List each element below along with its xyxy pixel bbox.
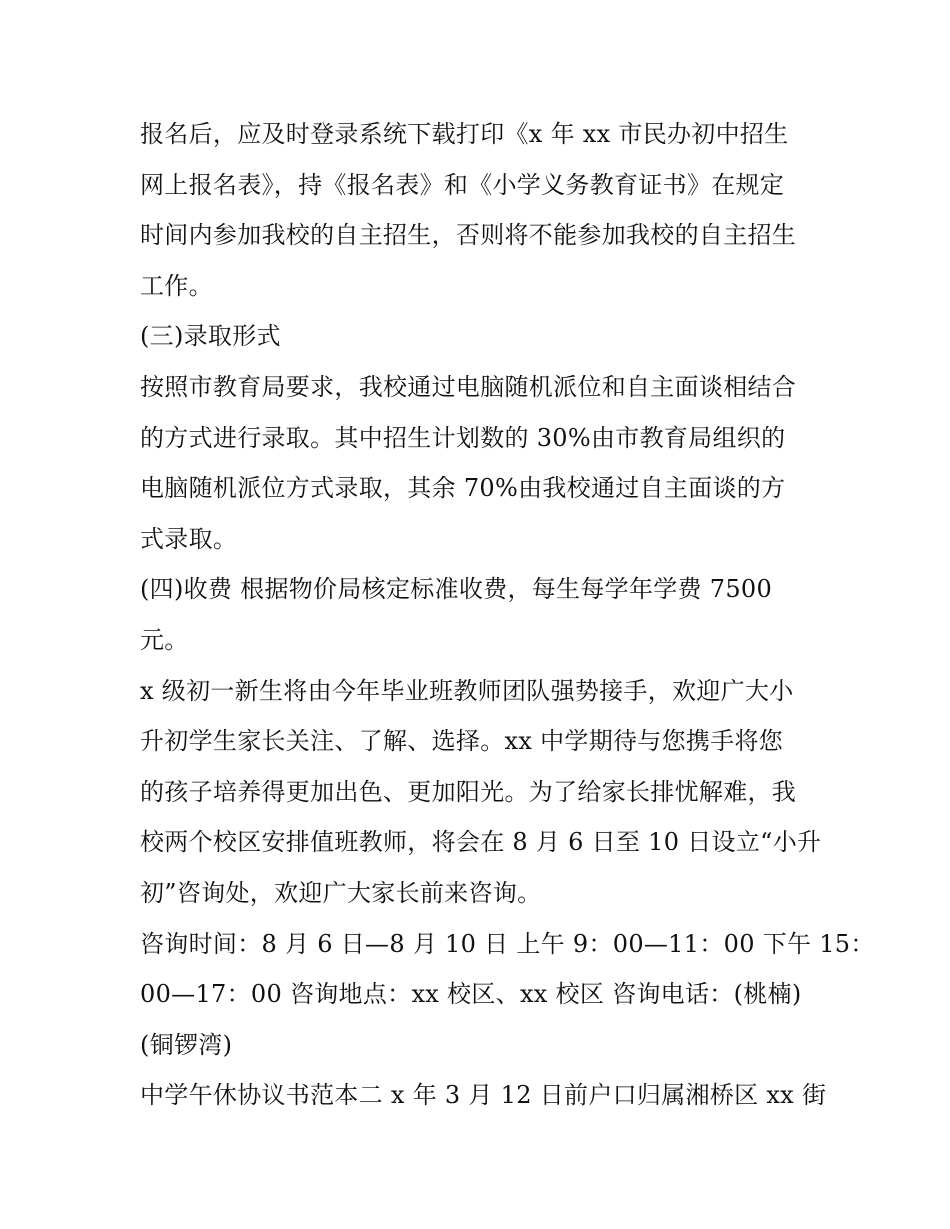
text-line: 中学午休协议书范本二 x 年 3 月 12 日前户口归属湘桥区 xx 街 xyxy=(140,1081,827,1110)
text-line: x 级初一新生将由今年毕业班教师团队强势接手，欢迎广大小 xyxy=(140,676,794,705)
text-line: 式录取。 xyxy=(140,524,238,553)
text-line: (铜锣湾) xyxy=(140,1030,233,1059)
text-line: 报名后，应及时登录系统下载打印《x 年 xx 市民办初中招生 xyxy=(140,120,789,148)
text-line: 时间内参加我校的自主招生，否则将不能参加我校的自主招生 xyxy=(140,221,797,250)
text-line: 初”咨询处，欢迎广大家长前来咨询。 xyxy=(140,878,542,907)
text-line: 按照市教育局要求，我校通过电脑随机派位和自主面谈相结合 xyxy=(140,372,797,401)
text-line: 校两个校区安排值班教师，将会在 8 月 6 日至 10 日设立“小升 xyxy=(140,828,822,857)
text-line: 咨询时间：8 月 6 日—8 月 10 日 上午 9：00—11：00 下午 15： xyxy=(140,929,875,958)
text-line: 的方式进行录取。其中招生计划数的 30%由市教育局组织的 xyxy=(140,423,786,452)
document-body xyxy=(140,109,875,1121)
text-line: 电脑随机派位方式录取，其余 70%由我校通过自主面谈的方 xyxy=(140,474,786,503)
section-heading: (四)收费 根据物价局核定标准收费，每生每学年学费 7500 xyxy=(140,575,773,604)
text-line: 00—17：00 咨询地点：xx 校区、xx 校区 咨询电话：(桃楠) xyxy=(140,980,802,1009)
text-line: 工作。 xyxy=(140,271,213,300)
text-line: 升初学生家长关注、了解、选择。xx 中学期待与您携手将您 xyxy=(140,727,784,756)
section-heading: (三)录取形式 xyxy=(140,322,281,351)
text-line: 元。 xyxy=(140,625,189,654)
text-line: 的孩子培养得更加出色、更加阳光。为了给家长排忧解难，我 xyxy=(140,777,797,806)
text-line: 网上报名表》，持《报名表》和《小学义务教育证书》在规定 xyxy=(140,170,785,199)
